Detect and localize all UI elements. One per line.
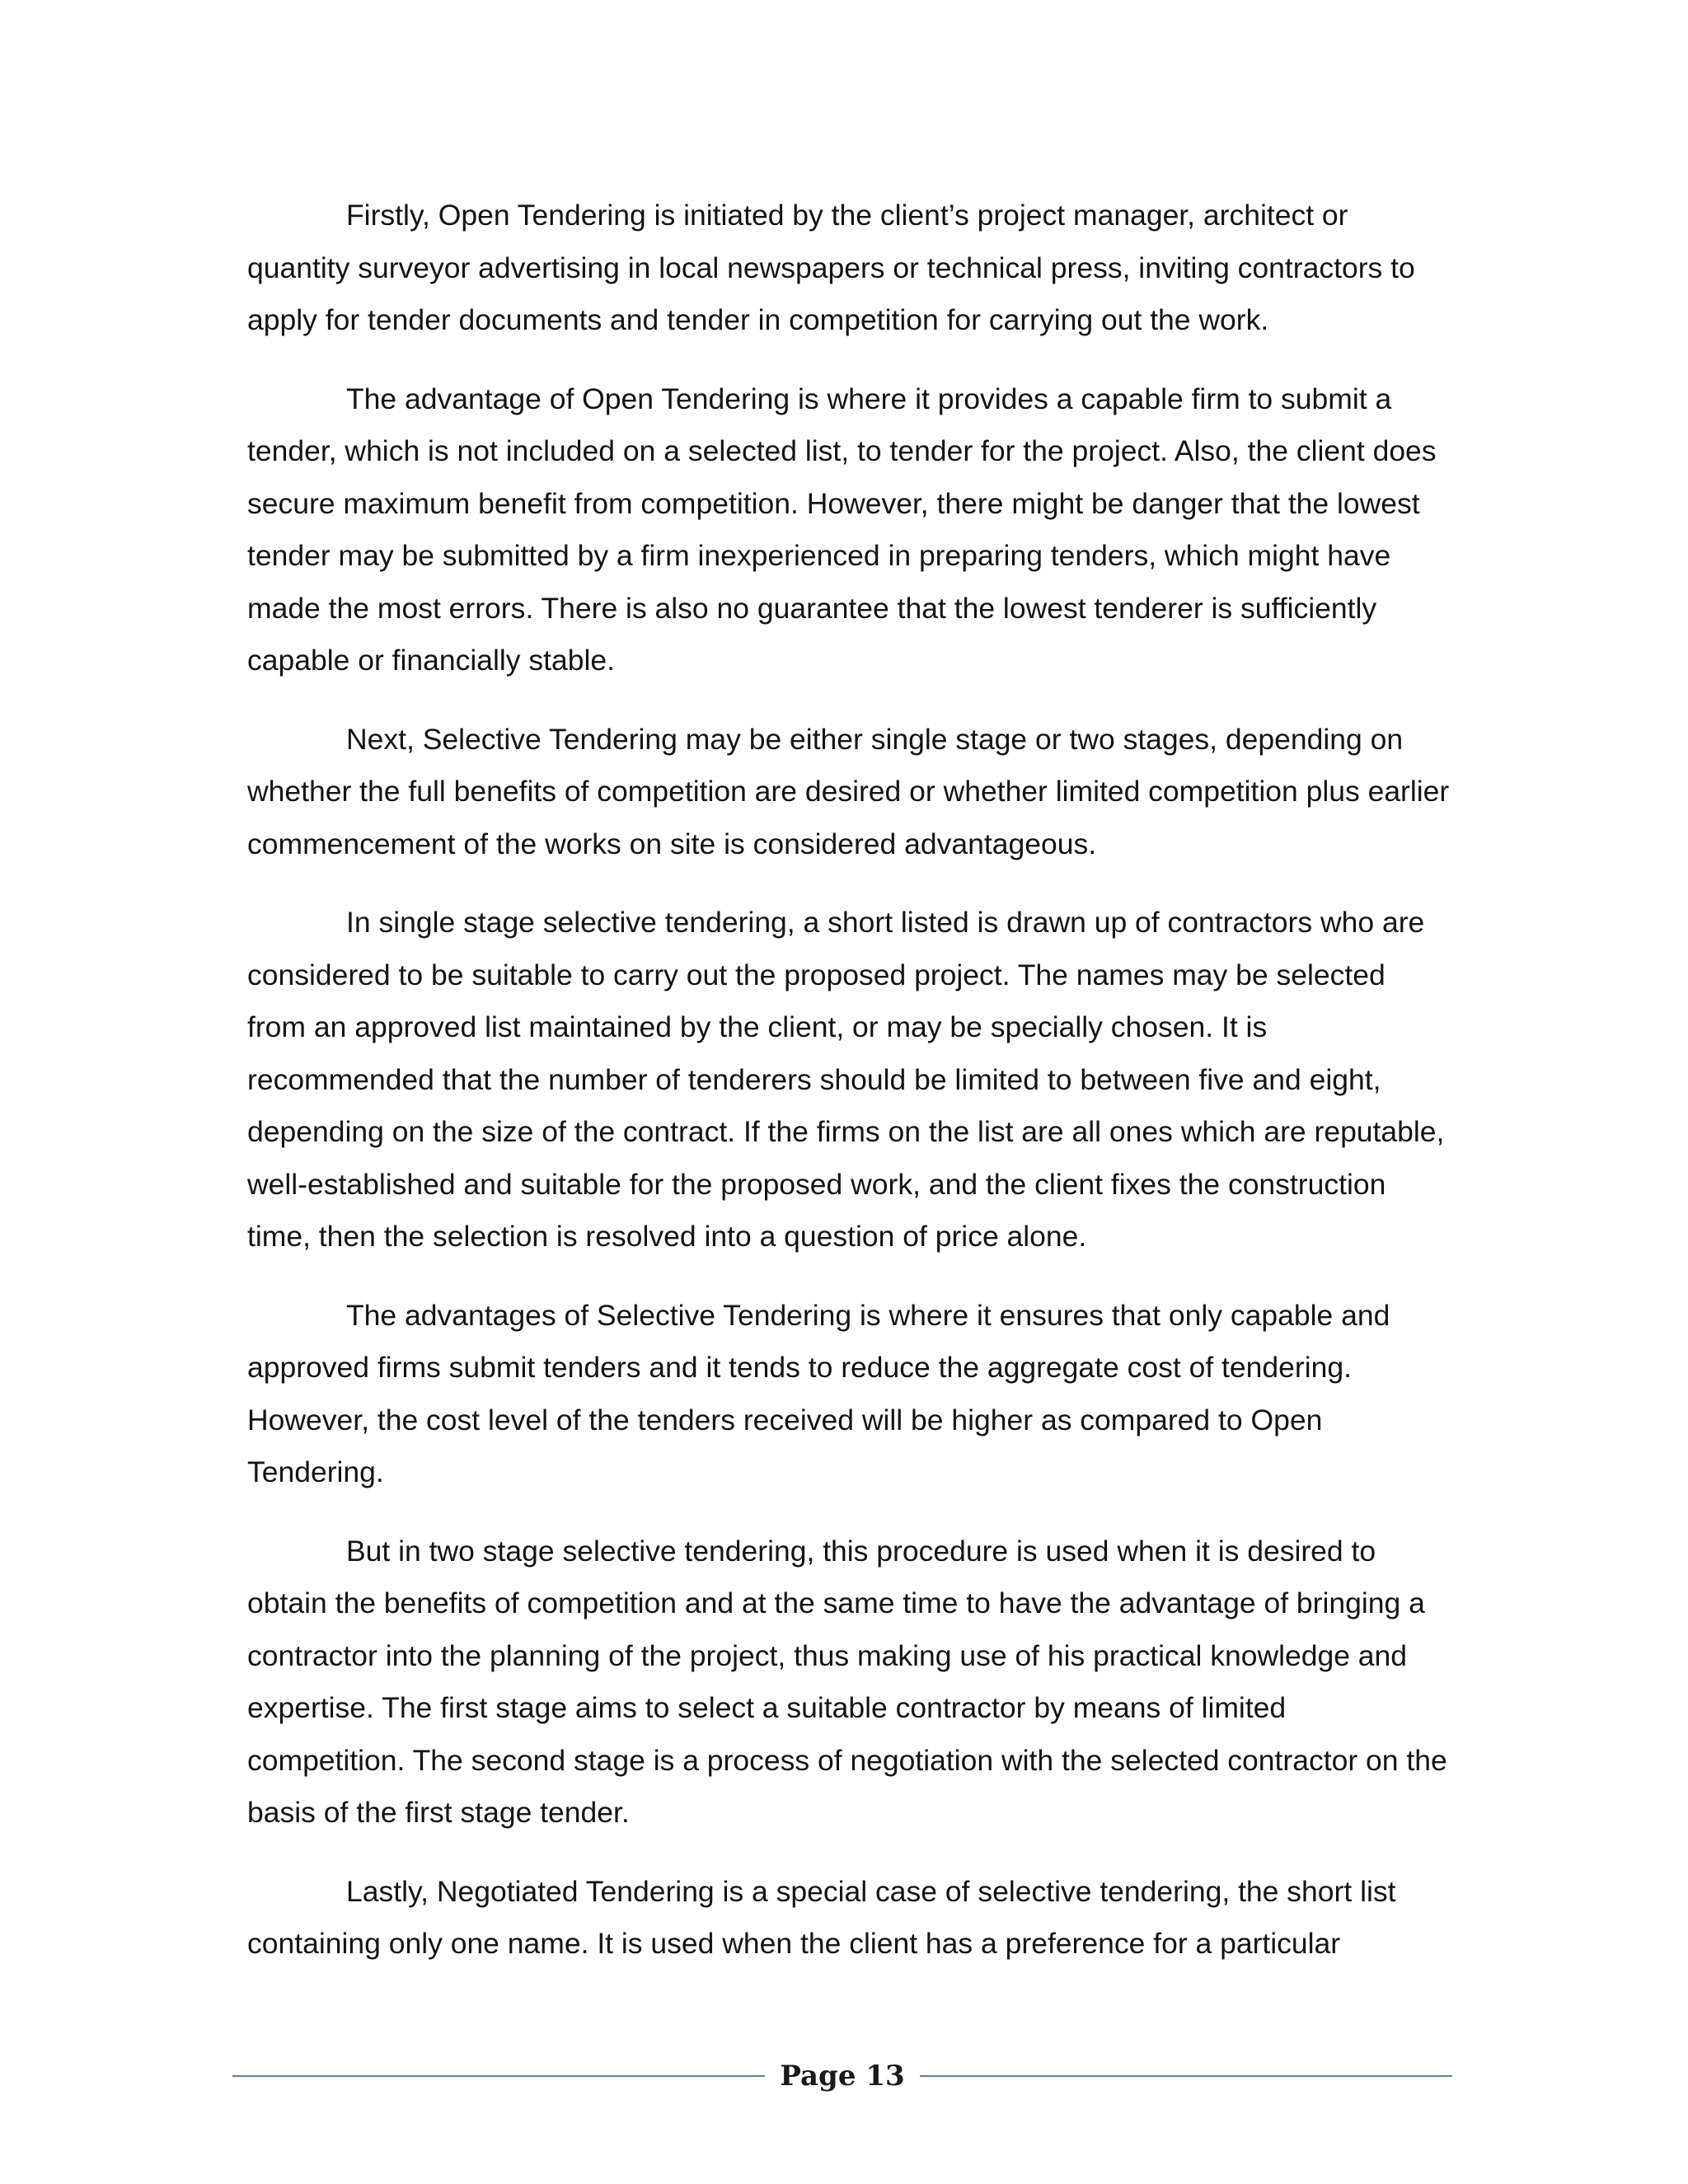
paragraph-open-tendering-intro: Firstly, Open Tendering is initiated by the client’s project manager, architect or quantity surveyor advertising in local newspapers or technical press, inviting contractors to apply for tender documents and tender in competition for carrying out the work. xyxy=(247,199,1415,336)
paragraph-single-stage-selective: In single stage selective tendering, a short listed is drawn up of contractors who are considered to be suitable to carry out the proposed project. The names may be selected from an approved list maintained by the client, or may be specially chosen. It is recommended that the number of tenderers should be limited to between five and eight, depending on the size of the contract. If the firms on the list are all ones which are reputable, well-established and suitable for the proposed work, and the client fixes the construction time, then the selection is resolved into a question of price alone. xyxy=(247,906,1445,1253)
paragraph-selective-tendering-advantages: The advantages of Selective Tendering is where it ensures that only capable and approved firms submit tenders and it tends to reduce the aggregate cost of tendering. However, the cost level of the tenders received will be higher as compared to Open Tendering. xyxy=(247,1298,1390,1488)
page-footer xyxy=(232,2057,1452,2095)
page-number: Page 13 xyxy=(780,2060,905,2093)
paragraph-selective-tendering-intro: Next, Selective Tendering may be either single stage or two stages, depending on whether the full benefits of competition are desired or whether limited competition plus earlier commencement of the works on site is considered advantageous. xyxy=(247,722,1450,860)
footer-rule-left xyxy=(232,2075,765,2077)
footer-rule-right xyxy=(920,2075,1452,2077)
body-text xyxy=(247,190,1451,1997)
paragraph-open-tendering-advantages: The advantage of Open Tendering is where it provides a capable firm to submit a tender, which is not included on a selected list, to tender for the project. Also, the client does secure maximum benefit from competition. However, there might be danger that the lowest tender may be submitted by a firm inexperienced in preparing tenders, which might have made the most errors. There is also no guarantee that the lowest tenderer is sufficiently capable or financially stable. xyxy=(247,382,1437,677)
paragraph-negotiated-tendering: Lastly, Negotiated Tendering is a special case of selective tendering, the short list containing only one name. It is used when the client has a preference for a particular xyxy=(247,1874,1396,1960)
paragraph-two-stage-selective: But in two stage selective tendering, this procedure is used when it is desired to obtain the benefits of competition and at the same time to have the advantage of bringing a contractor into the planning of the project, thus making use of his practical knowledge and expertise. The first stage aims to select a suitable contractor by means of limited competition. The second stage is a process of negotiation with the selected contractor on the basis of the first stage tender. xyxy=(247,1534,1447,1829)
